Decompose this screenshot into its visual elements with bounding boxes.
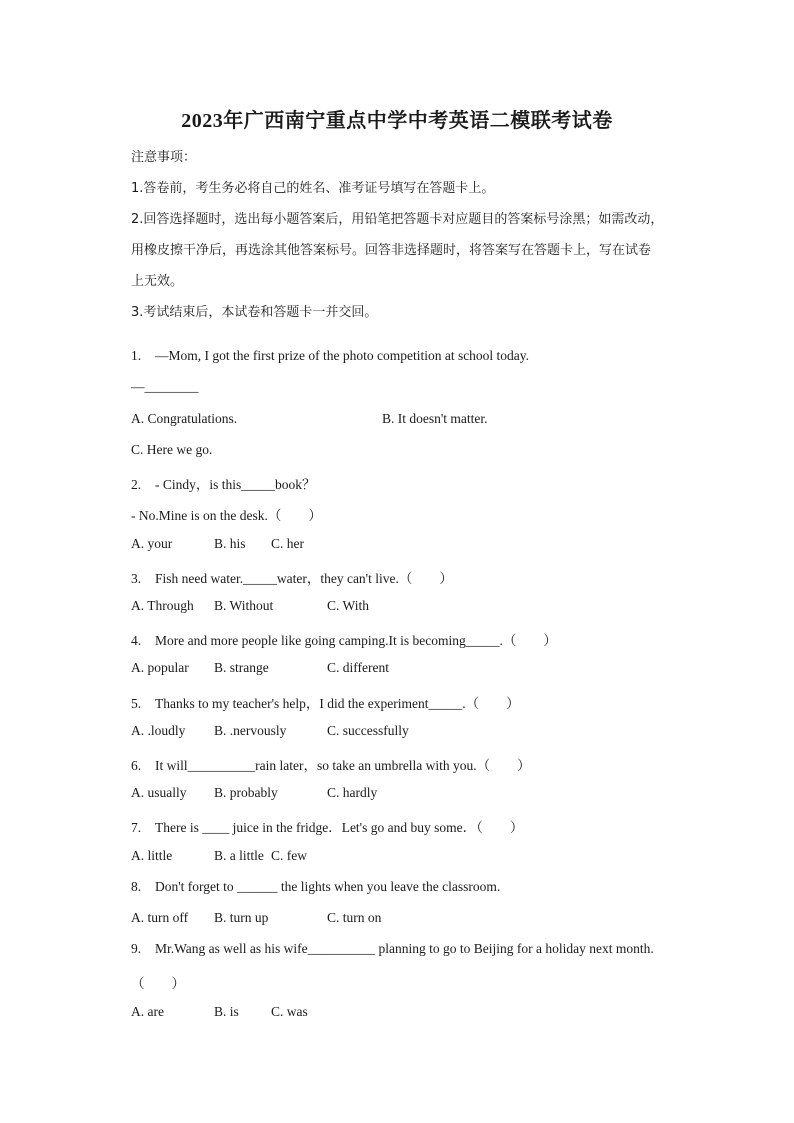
question-3-option-b[interactable]: B. Without <box>214 598 274 613</box>
notes-item-2-line-3: 上无效。 <box>131 274 184 289</box>
question-1-option-c[interactable]: C. Here we go. <box>131 442 213 457</box>
question-9-option-a[interactable]: A. are <box>131 1004 164 1019</box>
question-2-stem <box>131 473 316 493</box>
question-6-stem <box>131 754 531 774</box>
question-6-text: It will__________rain later，so take an umbrella with you.（ ） <box>155 758 531 773</box>
question-5-number: 5. <box>131 696 142 711</box>
notes-item-1: 1.答卷前，考生务必将自己的姓名、准考证号填写在答题卡上。 <box>131 181 495 196</box>
question-8-text: Don't forget to ______ the lights when you leave the classroom. <box>155 879 501 894</box>
question-7-option-c[interactable]: C. few <box>271 848 307 863</box>
question-5-option-b[interactable]: B. .nervously <box>214 723 287 738</box>
question-9-number: 9. <box>131 941 142 956</box>
question-2-text: - Cindy，is this_____book？ <box>155 477 316 492</box>
question-4-text: More and more people like going camping.It is becoming_____.（ ） <box>155 633 557 648</box>
question-3-text: Fish need water._____water，they can't live.（ ） <box>155 571 453 586</box>
question-3-option-a[interactable]: A. Through <box>131 598 194 613</box>
question-5-stem <box>131 692 520 712</box>
question-6-number: 6. <box>131 758 142 773</box>
question-1-option-a[interactable]: A. Congratulations. <box>131 411 238 426</box>
notes-item-3: 3.考试结束后，本试卷和答题卡一并交回。 <box>131 305 378 320</box>
question-7-option-a[interactable]: A. little <box>131 848 173 863</box>
question-8-option-c[interactable]: C. turn on <box>327 910 382 925</box>
question-6-option-b[interactable]: B. probably <box>214 785 278 800</box>
question-4-stem <box>131 629 557 649</box>
question-1-text: —Mom, I got the first prize of the photo competition at school today. <box>155 348 530 363</box>
notes-item-2-line-2: 用橡皮擦干净后，再选涂其他答案标号。回答非选择题时，将答案写在答题卡上，写在试卷 <box>131 243 652 258</box>
question-9-text: Mr.Wang as well as his wife__________ planning to go to Beijing for a holiday next month. <box>155 941 654 956</box>
question-4-option-c[interactable]: C. different <box>327 660 389 675</box>
question-7-number: 7. <box>131 820 142 835</box>
question-2-number: 2. <box>131 477 142 492</box>
question-1-number: 1. <box>131 348 142 363</box>
page-title: 2023年广西南宁重点中学中考英语二模联考试卷 <box>181 110 613 132</box>
question-3-number: 3. <box>131 571 142 586</box>
notes-item-2-line-1: 2.回答选择题时，选出每小题答案后，用铅笔把答题卡对应题目的答案标号涂黑；如需改动， <box>131 212 664 227</box>
question-4-option-b[interactable]: B. strange <box>214 660 269 675</box>
question-2-option-a[interactable]: A. your <box>131 536 173 551</box>
question-9-answer-paren: （ ） <box>131 976 185 991</box>
question-2-option-b[interactable]: B. his <box>214 536 246 551</box>
question-2-option-c[interactable]: C. her <box>271 536 304 551</box>
question-3-stem <box>131 567 453 587</box>
question-4-number: 4. <box>131 633 142 648</box>
question-7-text: There is ____ juice in the fridge．Let's go and buy some．（ ） <box>155 820 524 835</box>
question-8-stem <box>131 879 500 895</box>
question-9-option-c[interactable]: C. was <box>271 1004 308 1019</box>
question-7-option-b[interactable]: B. a little <box>214 848 264 863</box>
question-1-reply: —________ <box>131 379 199 394</box>
question-8-option-a[interactable]: A. turn off <box>131 910 189 925</box>
question-5-option-c[interactable]: C. successfully <box>327 723 409 738</box>
notes-heading: 注意事项： <box>131 150 197 165</box>
question-1-stem <box>131 348 529 364</box>
question-5-text: Thanks to my teacher's help，I did the experiment_____.（ ） <box>155 696 520 711</box>
question-4-option-a[interactable]: A. popular <box>131 660 189 675</box>
question-9-stem <box>131 941 654 957</box>
question-3-option-c[interactable]: C. With <box>327 598 369 613</box>
question-5-option-a[interactable]: A. .loudly <box>131 723 186 738</box>
question-6-option-c[interactable]: C. hardly <box>327 785 378 800</box>
question-6-option-a[interactable]: A. usually <box>131 785 187 800</box>
question-7-stem <box>131 816 523 836</box>
question-2-reply: - No.Mine is on the desk.（ ） <box>131 508 322 523</box>
question-1-option-b[interactable]: B. It doesn't matter. <box>382 411 488 426</box>
question-8-number: 8. <box>131 879 142 894</box>
question-8-option-b[interactable]: B. turn up <box>214 910 269 925</box>
question-9-option-b[interactable]: B. is <box>214 1004 239 1019</box>
